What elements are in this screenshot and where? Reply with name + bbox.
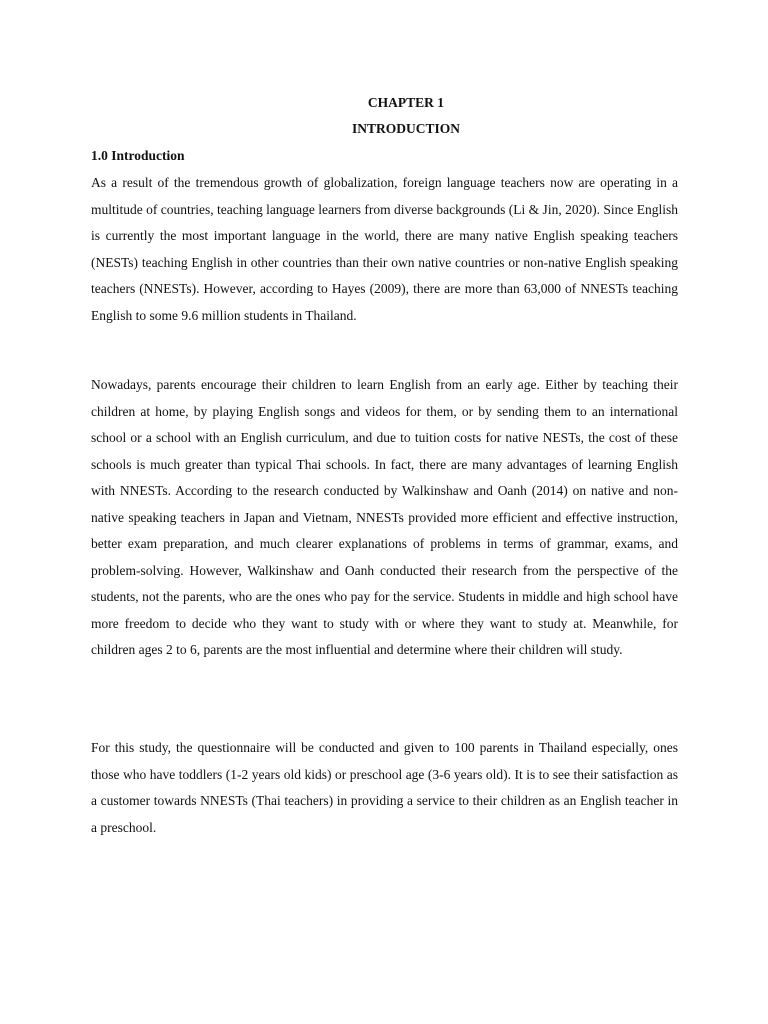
chapter-title: INTRODUCTION bbox=[351, 121, 460, 136]
chapter-label: CHAPTER 1 bbox=[367, 95, 445, 110]
section-heading: 1.0 Introduction bbox=[91, 148, 185, 163]
paragraph-3: For this study, the questionnaire will be conducted and given to 100 parents in Thailand especially, ones those who have toddlers (1-2 years old kids) or preschool age (3-6 years old). It is to see their satisfaction as a customer towards NNESTs (Thai teachers) in providing a service to their children as an English teacher in a preschool. bbox=[91, 740, 678, 835]
paragraph-2: Nowadays, parents encourage their children to learn English from an early age. Either by teaching their children at home, by playing English songs and videos for them, or by sending them to an international school or a school with an English curriculum, and due to tuition costs for native NESTs, the cost of these schools is much greater than typical Thai schools. In fact, there are many advantages of learning English with NNESTs. According to the research conducted by Walkinshaw and Oanh (2014) on native and non-native speaking teachers in Japan and Vietnam, NNESTs provided more efficient and effective instruction, better exam preparation, and much clearer explanations of problems in terms of grammar, exams, and problem-solving. However, Walkinshaw and Oanh conducted their research from the perspective of the students, not the parents, who are the ones who pay for the service. Students in middle and high school have more freedom to decide who they want to study with or where they want to study at. Meanwhile, for children ages 2 to 6, parents are the most influential and determine where their children will study. bbox=[91, 377, 678, 657]
paragraph-1: As a result of the tremendous growth of globalization, foreign language teachers now are operating in a multitude of countries, teaching language learners from diverse backgrounds (Li & Jin, 2020). Since English is currently the most important language in the world, there are many native English speaking teachers (NESTs) teaching English in other countries than their own native countries or non-native English speaking teachers (NNESTs). However, according to Hayes (2009), there are more than 63,000 of NNESTs teaching English to some 9.6 million students in Thailand. bbox=[91, 175, 678, 323]
